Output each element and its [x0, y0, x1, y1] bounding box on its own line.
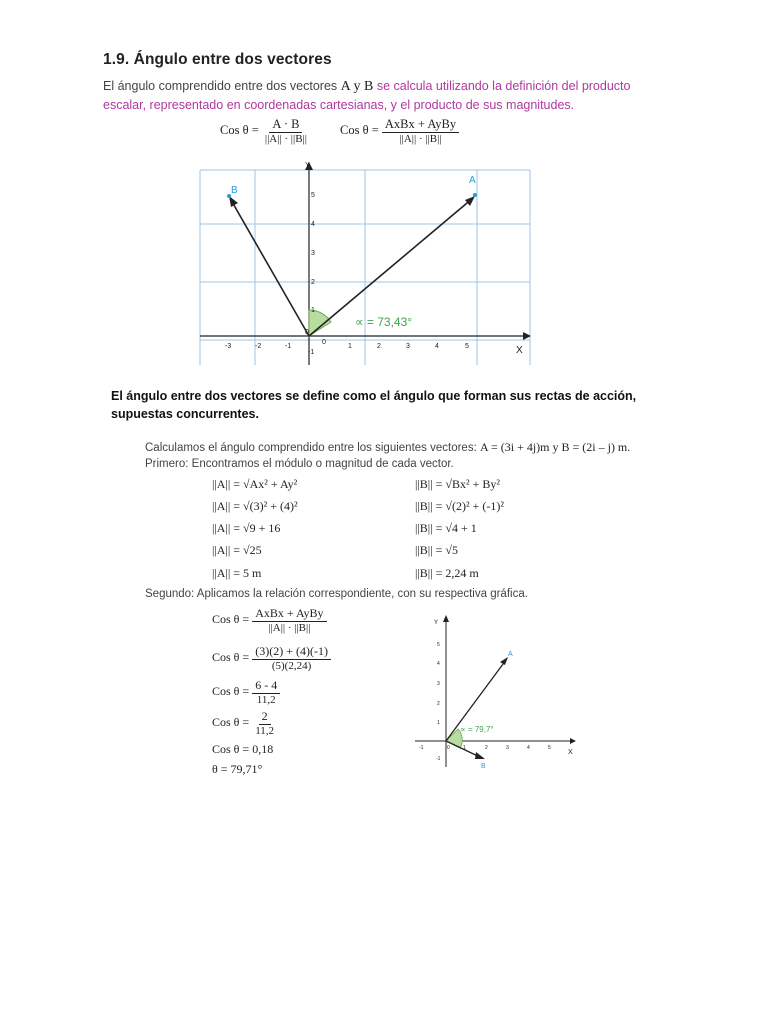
point-a-1 [473, 193, 477, 197]
x-tick: -1 [285, 343, 292, 350]
numerator: 2 [259, 709, 271, 725]
vector-b-arrow-1 [229, 196, 238, 207]
fraction-2 [382, 117, 459, 145]
magnitude-a-line: ||A|| = √25 [212, 543, 262, 557]
x-axis-label-1: X [516, 345, 523, 356]
x-ticks-2 [419, 745, 551, 751]
magnitude-a-line: ||A|| = √9 + 16 [212, 521, 281, 535]
y-tick: -1 [436, 756, 441, 762]
step-two: Segundo: Aplicamos la relación correspondiente, con su respectiva gráfica. [145, 588, 528, 600]
section-title: 1.9. Ángulo entre dos vectores [103, 51, 332, 68]
y-tick: -1 [308, 349, 315, 356]
x-tick: 4 [435, 343, 439, 350]
calc-intro-text: Calculamos el ángulo comprendido entre los siguientes vectores: [145, 442, 477, 454]
vector-a-arrow-2 [500, 657, 508, 665]
magnitude-b-line: ||B|| = √(2)² + (-1)² [415, 499, 504, 513]
magnitude-b-line: ||B|| = √4 + 1 [415, 521, 477, 535]
angle-label-1: ∝ = 73,43° [355, 315, 413, 329]
example-intro [145, 440, 630, 455]
x-ticks-1 [225, 339, 469, 350]
y-tick: 4 [311, 221, 315, 228]
x-tick: 4 [527, 745, 530, 751]
cos-fraction-1 [252, 606, 326, 634]
vector-b-arrow-2 [475, 752, 485, 759]
magnitude-b-line: ||B|| = √Bx² + By² [415, 477, 500, 491]
y-tick: 3 [437, 681, 440, 687]
x-tick: 2 [377, 343, 381, 350]
fraction-2-numerator: AxBx + AyBy [382, 117, 459, 133]
theta-result: θ = 79,71° [212, 762, 263, 776]
x-tick: -3 [225, 343, 232, 350]
x-tick: 0 [322, 339, 326, 346]
fraction-2-denominator: ||A|| · ||B|| [399, 133, 442, 145]
formula-components [340, 117, 459, 145]
label-a-2: A [508, 651, 513, 658]
y-tick: 3 [311, 250, 315, 257]
x-tick: -1 [419, 745, 424, 751]
magnitude-b-line: ||B|| = √5 [415, 543, 458, 557]
cos-label: Cos θ = [212, 611, 250, 626]
cos-fraction-4 [252, 709, 277, 737]
y-ticks-2 [436, 642, 441, 762]
numerator: AxBx + AyBy [252, 606, 326, 622]
y-axis-arrow-2 [443, 615, 449, 622]
label-a-1: A [469, 175, 476, 186]
fraction-1-numerator: A · B [269, 117, 302, 133]
magnitude-a-line: ||A|| = 5 m [212, 566, 262, 580]
y-axis-label-1: Y [305, 162, 310, 169]
cos-label: Cos θ = [220, 122, 259, 137]
cos-step-1 [212, 606, 327, 634]
formula-dot-product [220, 117, 310, 145]
label-b-1: B [231, 185, 238, 196]
x-axis-arrow-2 [570, 738, 576, 744]
x-tick: 1 [348, 343, 352, 350]
x-tick: 1 [463, 745, 466, 751]
cos-step-2 [212, 644, 331, 672]
intro-vectors: A y B [340, 79, 374, 94]
x-axis-label-2: X [568, 749, 573, 756]
cos-label: Cos θ = [212, 714, 250, 729]
x-tick: -2 [255, 343, 262, 350]
y-tick: 5 [311, 192, 315, 199]
y-tick: 0 [305, 329, 309, 336]
cos-fraction-2 [252, 644, 331, 672]
denominator: 11,2 [256, 694, 276, 706]
fraction-1-denominator: ||A|| · ||B|| [264, 133, 307, 145]
vector-b-1 [231, 200, 309, 336]
y-tick: 1 [437, 720, 440, 726]
x-tick: 5 [548, 745, 551, 751]
cos-label: Cos θ = [340, 122, 379, 137]
vector-graph-1 [195, 160, 535, 370]
cos-step-4 [212, 709, 277, 737]
x-tick: 3 [506, 745, 509, 751]
x-tick: 5 [465, 343, 469, 350]
y-tick: 4 [437, 661, 440, 667]
cos-result: Cos θ = 0,18 [212, 742, 274, 756]
magnitude-a-line: ||A|| = √Ax² + Ay² [212, 477, 298, 491]
denominator: (5)(2,24) [271, 660, 312, 672]
step-one: Primero: Encontramos el módulo o magnitud de cada vector. [145, 458, 454, 470]
denominator: ||A|| · ||B|| [268, 622, 311, 634]
label-b-2: B [481, 763, 486, 770]
cos-label: Cos θ = [212, 683, 250, 698]
magnitude-b-line: ||B|| = 2,24 m [415, 566, 479, 580]
y-tick: 2 [311, 279, 315, 286]
vector-graph-2 [410, 612, 580, 772]
y-tick: 2 [437, 701, 440, 707]
intro-pink-text: se calcula utilizando la definición del producto escalar, representado en coordenadas cartesianas, y el producto de sus magnitudes. [103, 79, 631, 112]
angle-label-2: ∝ = 79,7° [460, 725, 494, 734]
magnitude-a-line: ||A|| = √(3)² + (4)² [212, 499, 298, 513]
intro-plain-text: El ángulo comprendido entre dos vectores [103, 79, 338, 93]
y-tick: 1 [311, 307, 315, 314]
example-vectors: A = (3i + 4j)m y B = (2i – j) m. [479, 440, 631, 454]
cos-fraction-3 [252, 678, 280, 706]
intro-paragraph [103, 77, 663, 114]
y-axis-label-2: Y [434, 620, 439, 626]
x-tick: 3 [406, 343, 410, 350]
definition-paragraph: El ángulo entre dos vectores se define como el ángulo que forman sus rectas de acción, supuestas concurrentes. [111, 389, 637, 421]
y-tick: 5 [437, 642, 440, 648]
x-tick: 2 [485, 745, 488, 751]
numerator: (3)(2) + (4)(-1) [252, 644, 331, 660]
fraction-1 [262, 117, 310, 145]
x-tick: 0 [447, 745, 450, 751]
cos-label: Cos θ = [212, 649, 250, 664]
cos-step-3 [212, 678, 280, 706]
numerator: 6 - 4 [252, 678, 280, 694]
denominator: 11,2 [255, 725, 275, 737]
